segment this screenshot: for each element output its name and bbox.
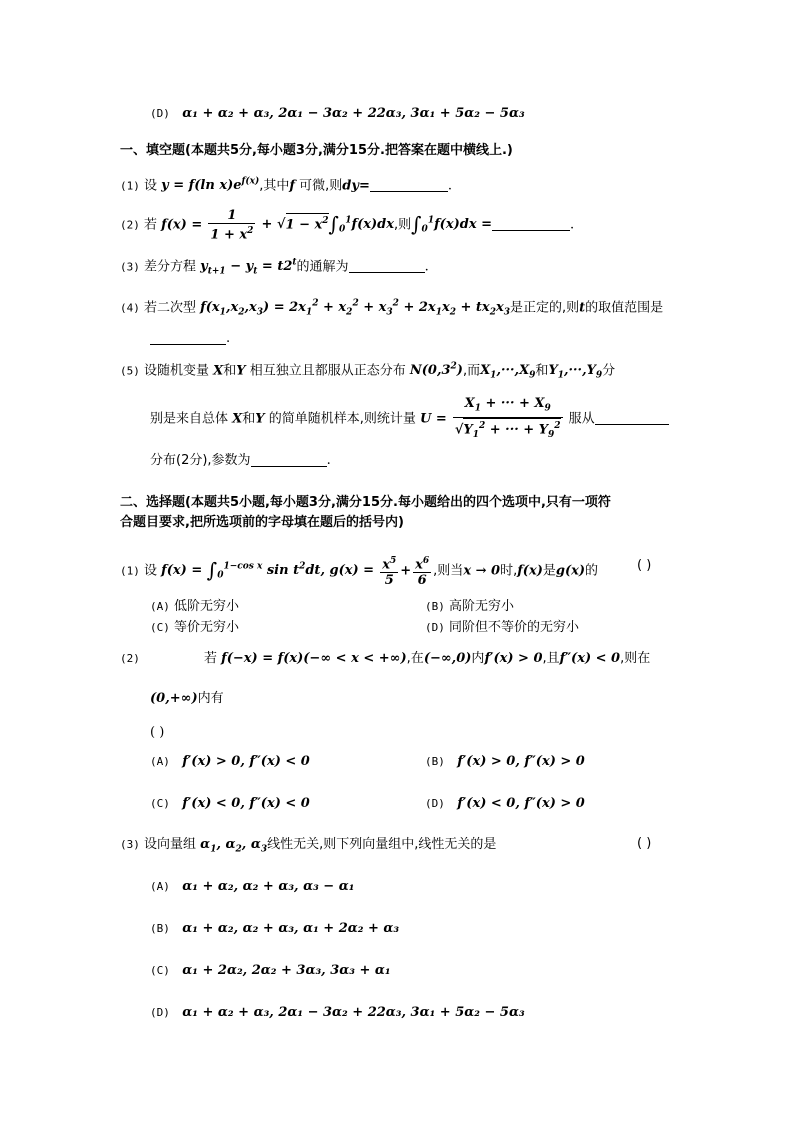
c1-gx: g(x) (555, 563, 586, 579)
c2-fdouble: f″(x) < 0 (559, 651, 621, 666)
q5-y: Y (236, 363, 246, 379)
c2-interval-b: (0,+∞) (150, 691, 198, 706)
c2-text-e: ,则在 (620, 651, 651, 666)
fill-question-4 (120, 295, 663, 322)
q5-text-f: 分 (602, 363, 616, 379)
answer-blank[interactable] (595, 410, 669, 425)
c2-interval: (−∞,0) (423, 651, 472, 666)
option-expression: f′(x) > 0, f″(x) > 0 (457, 754, 585, 769)
option-expression: α₁ + α₂, α₂ + α₃, α₃ − α₁ (182, 879, 355, 894)
c2-line-2 (150, 690, 224, 708)
option-label: (D) (150, 107, 170, 120)
q5-normal: $N(0,3^2)$ (409, 362, 463, 379)
q1-dy: dy (342, 178, 359, 194)
q5-text: 设随机变量 (144, 363, 210, 379)
q4-text: 若二次型 (144, 300, 197, 316)
option-expression: α₁ + α₂, α₂ + α₃, α₁ + 2α₂ + α₃ (182, 921, 400, 936)
option-label: (C) (150, 797, 170, 810)
q3-formula: $y_{t+1} - y_t = t2^t$ (200, 258, 297, 277)
option-expression: f′(x) < 0, f″(x) > 0 (457, 796, 585, 811)
c1-text-e: 的 (585, 563, 599, 579)
c1-frac-a: $\frac{x^5}{5}$ (382, 555, 397, 588)
choice-2-option-a[interactable] (150, 753, 310, 771)
option-expression: α₁ + 2α₂, 2α₂ + 3α₃, 3α₃ + α₁ (182, 963, 391, 978)
question-label: (5) (120, 364, 140, 378)
q5-xs: $X_1,\cdot\cdot\cdot,X_9$ (480, 363, 536, 381)
c1-frac-b: $\frac{x^6}{6}$ (415, 555, 430, 588)
question-label: (2) (120, 218, 140, 232)
option-label: (C) (150, 621, 170, 634)
c1-text: 设 (144, 563, 158, 579)
q1-text: 设 (144, 178, 158, 194)
q5-y2: Y (255, 411, 265, 427)
fill-question-2: (2) 若 f(x) = $\frac{1}{1 + x^2}$ + $√1 - x^2\int_0^1f(x)dx$,则$\int_0^1f(x)dx$ = . (120, 207, 575, 242)
choice-1-option-b[interactable] (425, 598, 514, 616)
c3-text: 设向量组 (144, 837, 197, 852)
choice-2-option-b[interactable] (425, 753, 585, 771)
choice-3-option-c[interactable] (150, 962, 391, 980)
q2-formula-b: + $√1 - x^2\int_0^1f(x)dx$ (261, 212, 394, 237)
option-text: 同阶但不等价的无穷小 (449, 620, 580, 635)
q3-text-b: 的通解为 (296, 259, 349, 275)
choice-question-2 (120, 650, 140, 668)
option-label: (D) (150, 1006, 170, 1019)
answer-parenthesis[interactable]: ( ) (150, 725, 165, 740)
c2-text-c: 内 (471, 651, 485, 666)
choice-question-3 (120, 836, 496, 859)
q5-text-c: 相互独立且都服从正态分布 (249, 363, 406, 379)
option-label: (C) (150, 964, 170, 977)
c2-text: 若 (204, 651, 218, 666)
answer-blank[interactable] (370, 177, 448, 192)
fill-question-1: (1) 设 y = f(ln $x)e^{f(x)}$,其中f 可微,则dy= . (120, 177, 452, 194)
choice-1-option-c[interactable] (150, 619, 239, 637)
q5-text-h: 和 (242, 411, 256, 427)
question-label: (4) (120, 301, 140, 315)
q5-line-3: 分布(2分),参数为 . (150, 453, 331, 468)
option-label: (B) (425, 755, 445, 768)
q5-text-d: ,而 (462, 363, 481, 379)
q4-text-c: 的取值范围是 (585, 300, 664, 316)
q5-text-g: 别是来自总体 (150, 411, 229, 427)
c1-formula: $f(x) = \int_0^{1-cos x}$ $\sin t^2dt$, g(x) = (161, 558, 375, 583)
choice-1-option-a[interactable] (150, 598, 239, 616)
q4-formula: $f(x_1,x_2,x_3) = 2x_1^2 + x_2^2 + x_3^2 + 2x_1x_2 + tx_2x_3$ (200, 299, 510, 318)
c1-text-c: 时, (500, 563, 518, 579)
c2-formula: f(−x) = f(x)(−∞ < x < +∞) (221, 651, 407, 666)
option-expression: f′(x) < 0, f″(x) < 0 (182, 796, 310, 811)
choice-3-option-d[interactable] (150, 1004, 525, 1022)
c1-fx: f(x) (517, 563, 543, 579)
q5-x: X (213, 363, 224, 379)
question-label: (3) (120, 838, 140, 851)
option-text: 等价无穷小 (174, 620, 240, 635)
c1-text-b: ,则当 (433, 563, 464, 579)
q5-line-2 (150, 396, 669, 442)
c1-limit: x → 0 (463, 563, 501, 579)
choice-2-option-d[interactable] (425, 795, 585, 813)
answer-parenthesis[interactable]: ( ) (637, 836, 652, 851)
q1-f: f (289, 178, 296, 194)
q1-eq: = (358, 178, 370, 194)
q5-text-i: 的简单随机样本,则统计量 (268, 411, 416, 427)
option-expression: α₁ + α₂ + α₃, 2α₁ − 3α₂ + 22α₃, 3α₁ + 5α₂ − 5α₃ (182, 106, 525, 121)
q1-formula: y = f(ln $x)e^{f(x)}$ (161, 177, 260, 194)
option-label: (D) (425, 621, 445, 634)
choice-1-option-d[interactable] (425, 619, 579, 637)
c1-text-d: 是 (542, 563, 556, 579)
option-label: (A) (150, 600, 170, 613)
question-label: (3) (120, 260, 140, 274)
option-text: 高阶无穷小 (449, 599, 515, 614)
option-expression: f′(x) > 0, f″(x) < 0 (182, 754, 310, 769)
q2-formula: f(x) = (161, 217, 203, 233)
q2-text-b: ,则 (393, 217, 412, 233)
q2-text: 若 (144, 217, 158, 233)
q4-answer-line: . (150, 330, 230, 348)
q5-text-j: 服从 (568, 411, 595, 427)
q5-ys: $Y_1,\cdot\cdot\cdot,Y_9$ (548, 363, 603, 381)
option-label: (B) (150, 922, 170, 935)
top-option-d (150, 105, 525, 123)
option-label: (A) (150, 755, 170, 768)
q4-t: t (579, 300, 586, 316)
q5-x2: X (232, 411, 243, 427)
q5-fraction: $\frac{X_1 + \cdot\cdot\cdot + X_9}{√Y_1^2 + \cdot\cdot\cdot + Y_9^2}$ (454, 396, 561, 440)
q5-text-e: 和 (535, 363, 549, 379)
q1-text-c: 可微,则 (299, 178, 343, 194)
c3-text-b: 线性无关,则下列向量组中,线性无关的是 (267, 837, 497, 852)
fill-question-3: (3) 差分方程 $y_{t+1} - y_t = t2^t$的通解为 . (120, 258, 429, 277)
option-label: (D) (425, 797, 445, 810)
q5-text-b: 和 (223, 363, 237, 379)
answer-blank[interactable] (349, 258, 425, 273)
q4-text-b: 是正定的,则 (509, 300, 580, 316)
c2-text-b: ,在 (406, 651, 424, 666)
c2-fprime: f′(x) > 0 (484, 651, 543, 666)
q5-u: U = (419, 411, 447, 427)
question-label: (1) (120, 564, 140, 578)
section-2-title-cont: 合题目要求,把所选项前的字母填在题后的括号内) (120, 515, 404, 530)
option-label: (B) (425, 600, 445, 613)
option-text: 低阶无穷小 (174, 599, 240, 614)
question-label: (1) (120, 179, 140, 193)
section-2-title: 二、选择题(本题共5小题,每小题3分,满分15分.每小题给出的四个选项中,只有一项符 (120, 495, 611, 510)
option-label: (A) (150, 880, 170, 893)
q1-text-b: ,其中 (259, 178, 290, 194)
choice-3-option-a[interactable] (150, 878, 354, 896)
choice-question-1: (1) 设 $f(x) = \int_0^{1-cos x}$ $\sin t^2dt$, g(x) = $\frac{x^5}{5}$ + $\frac{x^6}{6}$ ,则当x → 0时,f(x)是g(x)的 (120, 555, 599, 588)
choice-question-2-body (204, 650, 650, 668)
q3-text: 差分方程 (144, 259, 197, 275)
section-1-title: 一、填空题(本题共5分,每小题3分,满分15分.把答案在题中横线上.) (120, 143, 513, 158)
option-expression: α₁ + α₂ + α₃, 2α₁ − 3α₂ + 22α₃, 3α₁ + 5α₂ − 5α₃ (182, 1005, 525, 1020)
choice-3-option-b[interactable] (150, 920, 399, 938)
answer-blank[interactable] (150, 330, 226, 345)
c2-text-f: 内有 (197, 691, 224, 706)
answer-parenthesis[interactable]: ( ) (637, 558, 652, 573)
c3-vectors: $\alpha_1$, $\alpha_2$, $\alpha_3$ (200, 837, 268, 855)
q2-fraction: $\frac{1}{1 + x^2}$ (210, 207, 254, 242)
question-label: (2) (120, 652, 140, 665)
choice-2-option-c[interactable] (150, 795, 310, 813)
q5-text-k: 分布(2分),参数为 (150, 453, 251, 468)
c2-text-d: ,且 (542, 651, 560, 666)
q2-integral: $\int_0^1f(x)dx$ = (411, 212, 492, 237)
answer-blank[interactable] (251, 452, 327, 467)
answer-blank[interactable] (492, 216, 570, 231)
fill-question-5 (120, 358, 615, 385)
